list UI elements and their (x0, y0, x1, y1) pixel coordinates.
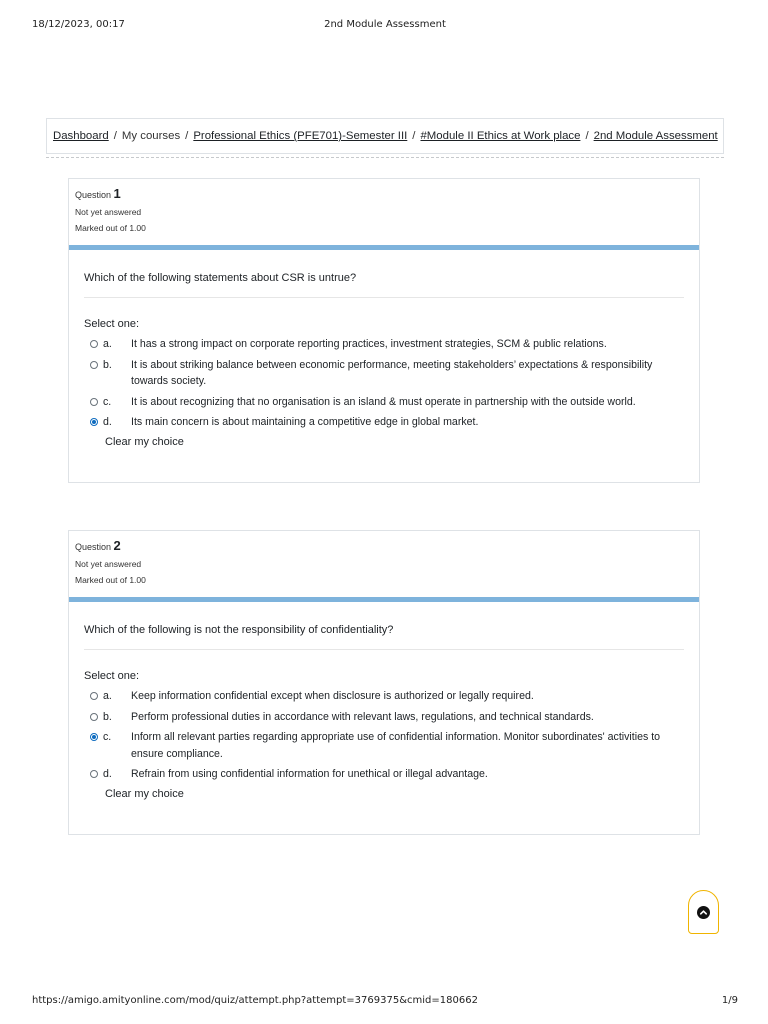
breadcrumb (46, 118, 724, 154)
breadcrumb-separator: / (585, 130, 589, 142)
breadcrumb-separator: / (185, 130, 189, 142)
question-number: Question 2 (75, 538, 121, 553)
answer-option-a[interactable] (84, 336, 684, 353)
print-datetime: 18/12/2023, 00:17 (32, 19, 125, 30)
breadcrumb-my-courses: My courses (121, 130, 181, 142)
breadcrumb-separator: / (113, 130, 117, 142)
back-to-top-button[interactable] (688, 890, 719, 934)
option-letter: d. (103, 768, 112, 780)
question-number: Question 1 (75, 186, 121, 201)
option-text: Keep information confidential except when disclosure is authorized or legally required. (131, 690, 534, 702)
radio-button[interactable] (90, 770, 98, 778)
option-letter: b. (103, 710, 112, 723)
option-letter: d. (103, 416, 112, 428)
print-url: https://amigo.amityonline.com/mod/quiz/attempt.php?attempt=3769375&cmid=180662 (32, 995, 478, 1006)
breadcrumb-course[interactable]: Professional Ethics (PFE701)-Semester III (193, 130, 408, 142)
option-letter: a. (103, 690, 112, 702)
option-text: It is about recognizing that no organisation is an island & must operate in partnership with the outside world. (131, 395, 636, 408)
answer-option-d[interactable] (84, 414, 684, 431)
option-text: Inform all relevant parties regarding appropriate use of confidential information. Monitor subordinates' activities to ensure compliance. (131, 731, 661, 760)
radio-button[interactable] (90, 340, 98, 348)
breadcrumb-dashboard[interactable]: Dashboard (53, 130, 109, 142)
print-header (32, 19, 738, 30)
breadcrumb-module[interactable]: #Module II Ethics at Work place (420, 130, 581, 142)
chevron-up-circle-icon (697, 906, 710, 919)
answer-option-a[interactable] (84, 688, 684, 705)
question-state: Not yet answered (75, 207, 142, 217)
question-text: Which of the following is not the responsibility of confidentiality? (84, 624, 684, 650)
question-2 (68, 530, 700, 835)
question-1 (68, 178, 700, 483)
question-content (69, 602, 699, 800)
option-text: Perform professional duties in accordance with relevant laws, regulations, and technical standards. (131, 710, 594, 723)
clear-choice-button[interactable]: Clear my choice (105, 787, 184, 800)
question-text: Which of the following statements about CSR is untrue? (84, 272, 684, 298)
breadcrumb-separator: / (412, 130, 416, 142)
print-footer (32, 995, 738, 1006)
question-content (69, 250, 699, 448)
option-letter: b. (103, 358, 112, 371)
question-info (69, 531, 699, 597)
radio-button[interactable] (90, 692, 98, 700)
option-letter: c. (103, 731, 112, 743)
select-one-prompt: Select one: (84, 318, 140, 330)
answer-option-d[interactable] (84, 766, 684, 783)
select-one-prompt: Select one: (84, 670, 140, 682)
clear-choice-button[interactable]: Clear my choice (105, 435, 184, 448)
radio-button[interactable] (90, 713, 98, 721)
question-grade: Marked out of 1.00 (75, 223, 146, 233)
print-title: 2nd Module Assessment (324, 19, 446, 30)
question-grade: Marked out of 1.00 (75, 575, 146, 585)
radio-button[interactable] (90, 361, 98, 369)
radio-button[interactable] (90, 398, 98, 406)
option-text: It has a strong impact on corporate reporting practices, investment strategies, SCM & public relations. (131, 338, 607, 350)
radio-button-selected[interactable] (90, 418, 98, 426)
print-page-number: 1/9 (721, 995, 738, 1006)
option-text: Its main concern is about maintaining a competitive edge in global market. (131, 416, 479, 428)
breadcrumb-assessment[interactable]: 2nd Module Assessment (593, 130, 718, 142)
option-letter: c. (103, 395, 112, 408)
option-text: Refrain from using confidential information for unethical or illegal advantage. (131, 768, 488, 780)
answer-option-c[interactable] (84, 394, 684, 411)
radio-button-selected[interactable] (90, 733, 98, 741)
breadcrumb-divider (46, 157, 724, 158)
question-state: Not yet answered (75, 559, 142, 569)
option-text: It is about striking balance between economic performance, meeting stakeholders’ expectations & responsibility towards society. (131, 358, 653, 387)
answer-option-b[interactable] (84, 709, 684, 726)
answer-option-b[interactable] (84, 357, 684, 390)
question-info (69, 179, 699, 245)
answer-option-c[interactable] (84, 729, 684, 762)
option-letter: a. (103, 338, 112, 350)
